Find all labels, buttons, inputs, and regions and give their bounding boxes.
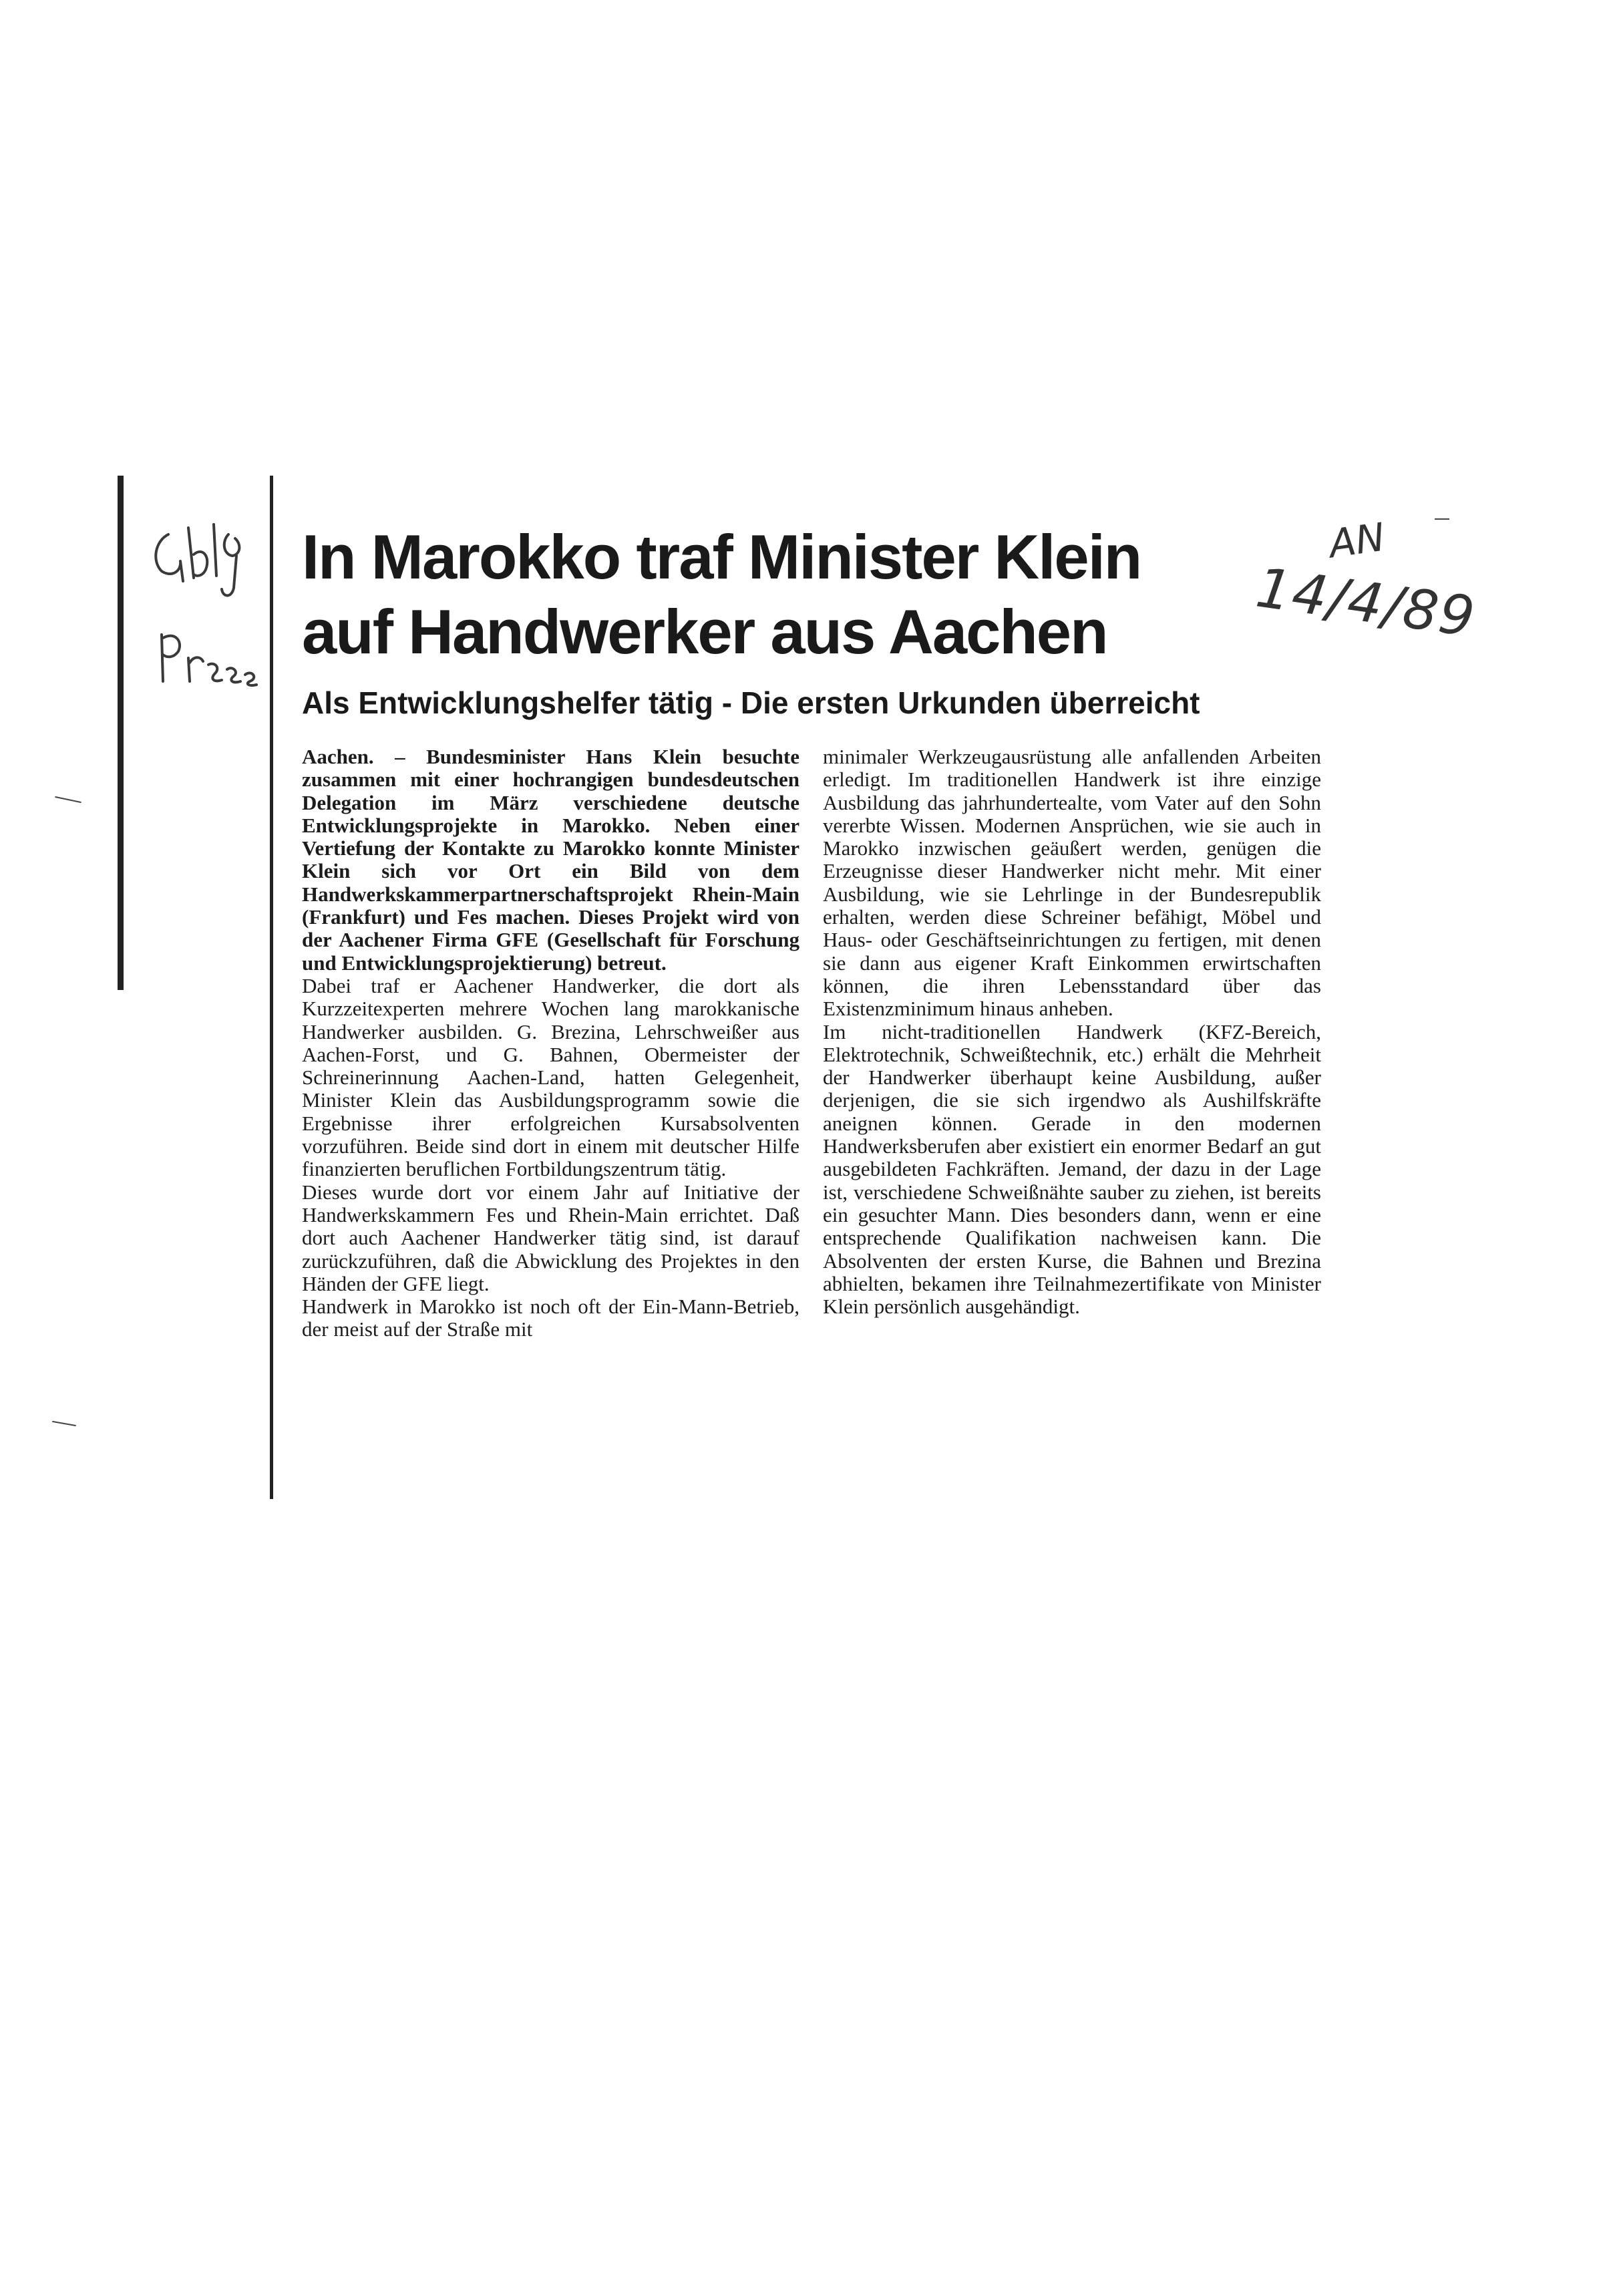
article-column-1 — [302, 746, 799, 1341]
article-column-2 — [823, 746, 1321, 1318]
handwritten-note-left — [142, 514, 268, 735]
article-paragraph: Dieses wurde dort vor einem Jahr auf Initiative der Handwerkskammern Fes und Rhein-Main errichtet. Daß dort auch Aachener Handwerker tätig sind, ist darauf zurückzuführen, daß die Abwicklung des Projektes in den Händen der GFE liegt. — [302, 1180, 799, 1295]
headline-line-1: In Marokko traf Minister Klein — [302, 522, 1141, 592]
article-paragraph: Dabei traf er Aachener Handwerker, die dort als Kurzzeitexperten mehrere Wochen lang marokkanische Handwerker ausbilden. G. Brezina, Lehrschweißer aus Aachen-Forst, und G. Bahnen, Obermeister der Schreinerinnung Aachen-Land, hatten Gelegenheit, Minister Klein das Ausbildungsprogramm sowie die Ergebnisse ihrer erfolgreichen Kursabsolventen vorzuführen. Beide sind dort in einem mit deutscher Hilfe finanzierten beruflichen Fortbildungszentrum tätig. — [302, 973, 799, 1181]
handwritten-note-left-text — [268, 514, 269, 515]
article-paragraph: Handwerk in Marokko ist noch oft der Ein-Mann-Betrieb, der meist auf der Straße mit — [302, 1295, 799, 1341]
scan-mark — [1435, 518, 1449, 520]
scan-mark — [52, 1421, 76, 1426]
article-paragraph: Im nicht-traditionellen Handwerk (KFZ-Bereich, Elektrotechnik, Schweißtechnik, etc.) erhält die Mehrheit der Handwerker überhaupt keine Ausbildung, außer derjenigen, die sie sich irgendwo als Aushilfskräfte aneignen können. Gerade in den modernen Handwerksberufen aber existiert ein enormer Bedarf an gut ausgebildeten Fachkräften. Jemand, der dazu in der Lage ist, verschiedene Schweißnähte sauber zu ziehen, ist bereits ein gesuchter Mann. Dies besonders dann, wenn er eine entsprechende Qualifikation nachweisen kann. Die Absolventen der ersten Kurse, die Bahnen und Brezina abhielten, bekamen ihre Teilnahmezertifikate von Minister Klein persönlich ausgehändigt. — [823, 1019, 1321, 1319]
handwritten-date: 14/4/89 — [1252, 556, 1480, 650]
scan-mark — [55, 796, 81, 803]
subheadline: Als Entwicklungshelfer tätig - Die ersten Urkunden überreicht — [302, 685, 1200, 720]
column-rule — [270, 476, 273, 1499]
article-lead: Aachen. – Bundesminister Hans Klein besuchte zusammen mit einer hochrangigen bundesdeutschen Delegation im März verschiedene deutsche Entwicklungsprojekte in Marokko. Neben einer Vertiefung der Kontakte zu Marokko konnte Minister Klein sich vor Ort ein Bild von dem Handwerkskammerpartnerschaftsprojekt Rhein-Main (Frankfurt) und Fes machen. Dieses Projekt wird von der Aachener Firma GFE (Gesellschaft für Forschung und Entwicklungsprojektierung) betreut. — [302, 745, 799, 975]
clipping-edge-left — [118, 476, 124, 990]
headline-line-2: auf Handwerker aus Aachen — [302, 597, 1107, 667]
handwritten-source: AN — [1326, 514, 1388, 567]
headline — [302, 520, 1304, 669]
article-paragraph: minimaler Werkzeugausrüstung alle anfallenden Arbeiten erledigt. Im traditionellen Handwerk ist ihre einzige Ausbildung das jahrhundertealte, vom Vater auf den Sohn vererbte Wissen. Modernen Ansprüchen, wie sie auch in Marokko inzwischen geäußert werden, genügen die Erzeugnisse dieser Handwerker nicht mehr. Mit einer Ausbildung, wie sie Lehrlinge in der Bundesrepublik erhalten, werden diese Schreiner befähigt, Möbel und Haus- oder Geschäftseinrichtungen zu fertigen, mit denen sie dann aus eigener Kraft Einkommen erwirtschaften können, die ihren Lebensstandard über das Existenzminimum hinaus anheben. — [823, 745, 1321, 1021]
